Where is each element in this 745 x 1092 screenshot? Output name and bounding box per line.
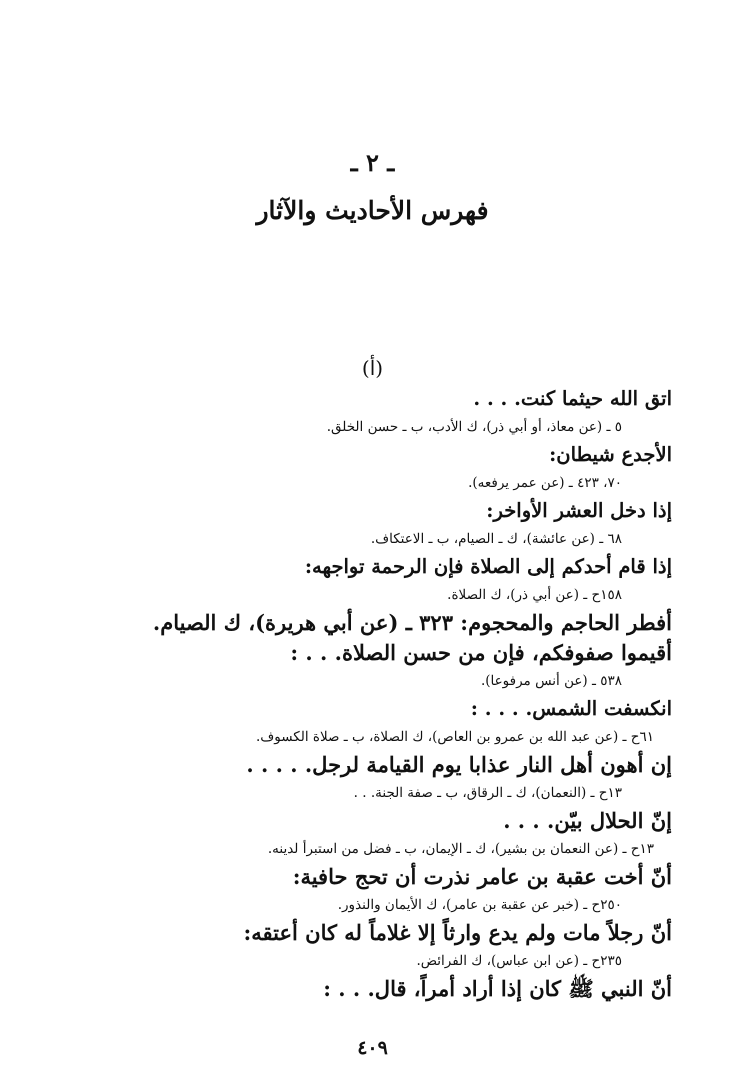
hadith-reference: ٦٨ ـ (عن عائشة)، ك ـ الصيام، ب ـ الاعتكاف.: [370, 531, 622, 547]
hadith-reference: ٥ ـ (عن معاذ، أو أبي ذر)، ك الأدب، ب ـ حسن الخلق.: [326, 419, 622, 435]
hadith-reference: ١٣ح ـ (عن النعمان بن بشير)، ك ـ الإيمان، ب ـ فضل من استبرأ لدينه.: [267, 841, 654, 857]
hadith-heading: اتق الله حيثما كنت. . . .: [473, 387, 672, 410]
index-entry: [150, 918, 672, 974]
hadith-heading: أنّ رجلاً مات ولم يدع وارثاً إلا غلاماً له كان أعتقه:: [243, 920, 672, 945]
hadith-index-list: [150, 384, 672, 1004]
page-title: فهرس الأحاديث والآثار: [256, 196, 489, 225]
hadith-heading: أنّ النبي ﷺ كان إذا أراد أمراً، قال. . . :: [323, 976, 672, 1001]
index-entry: [150, 638, 672, 694]
hadith-reference: ٦١ح ـ (عن عبد الله بن عمرو بن العاص)، ك الصلاة، ب ـ صلاة الكسوف.: [255, 729, 654, 745]
hadith-reference: ٢٣٥ح ـ (عن ابن عباس)، ك الفرائض.: [416, 953, 622, 969]
hadith-heading: انكسفت الشمس. . . . :: [470, 697, 672, 720]
index-entry: [150, 694, 672, 750]
hadith-heading: إذا دخل العشر الأواخر:: [486, 499, 672, 522]
hadith-heading: إذا قام أحدكم إلى الصلاة فإن الرحمة تواجهه:: [304, 555, 672, 578]
hadith-heading: الأجدع شيطان:: [549, 443, 672, 466]
section-letter: (أ): [361, 356, 384, 380]
hadith-reference: ١٣ح ـ (النعمان)، ك ـ الرقاق، ب ـ صفة الجنة. . .: [353, 785, 622, 801]
index-entry: [150, 384, 672, 440]
index-entry: [150, 608, 672, 638]
index-entry: [150, 496, 672, 552]
hadith-heading: أقيموا صفوفكم، فإن من حسن الصلاة. . . :: [290, 640, 672, 665]
hadith-heading: إنّ الحلال بيّن. . . .: [503, 808, 672, 833]
hadith-heading: أفطر الحاجم والمحجوم: ٣٢٣ ـ (عن أبي هريرة)، ك الصيام.: [152, 610, 672, 635]
index-entry: [150, 750, 672, 806]
index-entry: [150, 552, 672, 608]
hadith-reference: ٥٣٨ ـ (عن أنس مرفوعا).: [480, 673, 622, 689]
hadith-heading: أنّ أخت عقبة بن عامر نذرت أن تحج حافية:: [292, 864, 672, 889]
index-entry: [150, 440, 672, 496]
hadith-heading: إن أهون أهل النار عذابا يوم القيامة لرجل. . . . .: [246, 752, 672, 777]
hadith-reference: ١٥٨ح ـ (عن أبي ذر)، ك الصلاة.: [447, 587, 622, 603]
page-number: ٤٠٩: [357, 1037, 388, 1059]
hadith-reference: ٢٥٠ح ـ (خبر عن عقبة بن عامر)، ك الأيمان والنذور.: [337, 897, 622, 913]
chapter-number: ـ ٢ ـ: [350, 148, 395, 177]
index-entry: [150, 974, 672, 1004]
hadith-reference: ٧٠، ٤٢٣ ـ (عن عمر يرفعه).: [468, 475, 622, 491]
index-entry: [150, 862, 672, 918]
index-entry: [150, 806, 672, 862]
